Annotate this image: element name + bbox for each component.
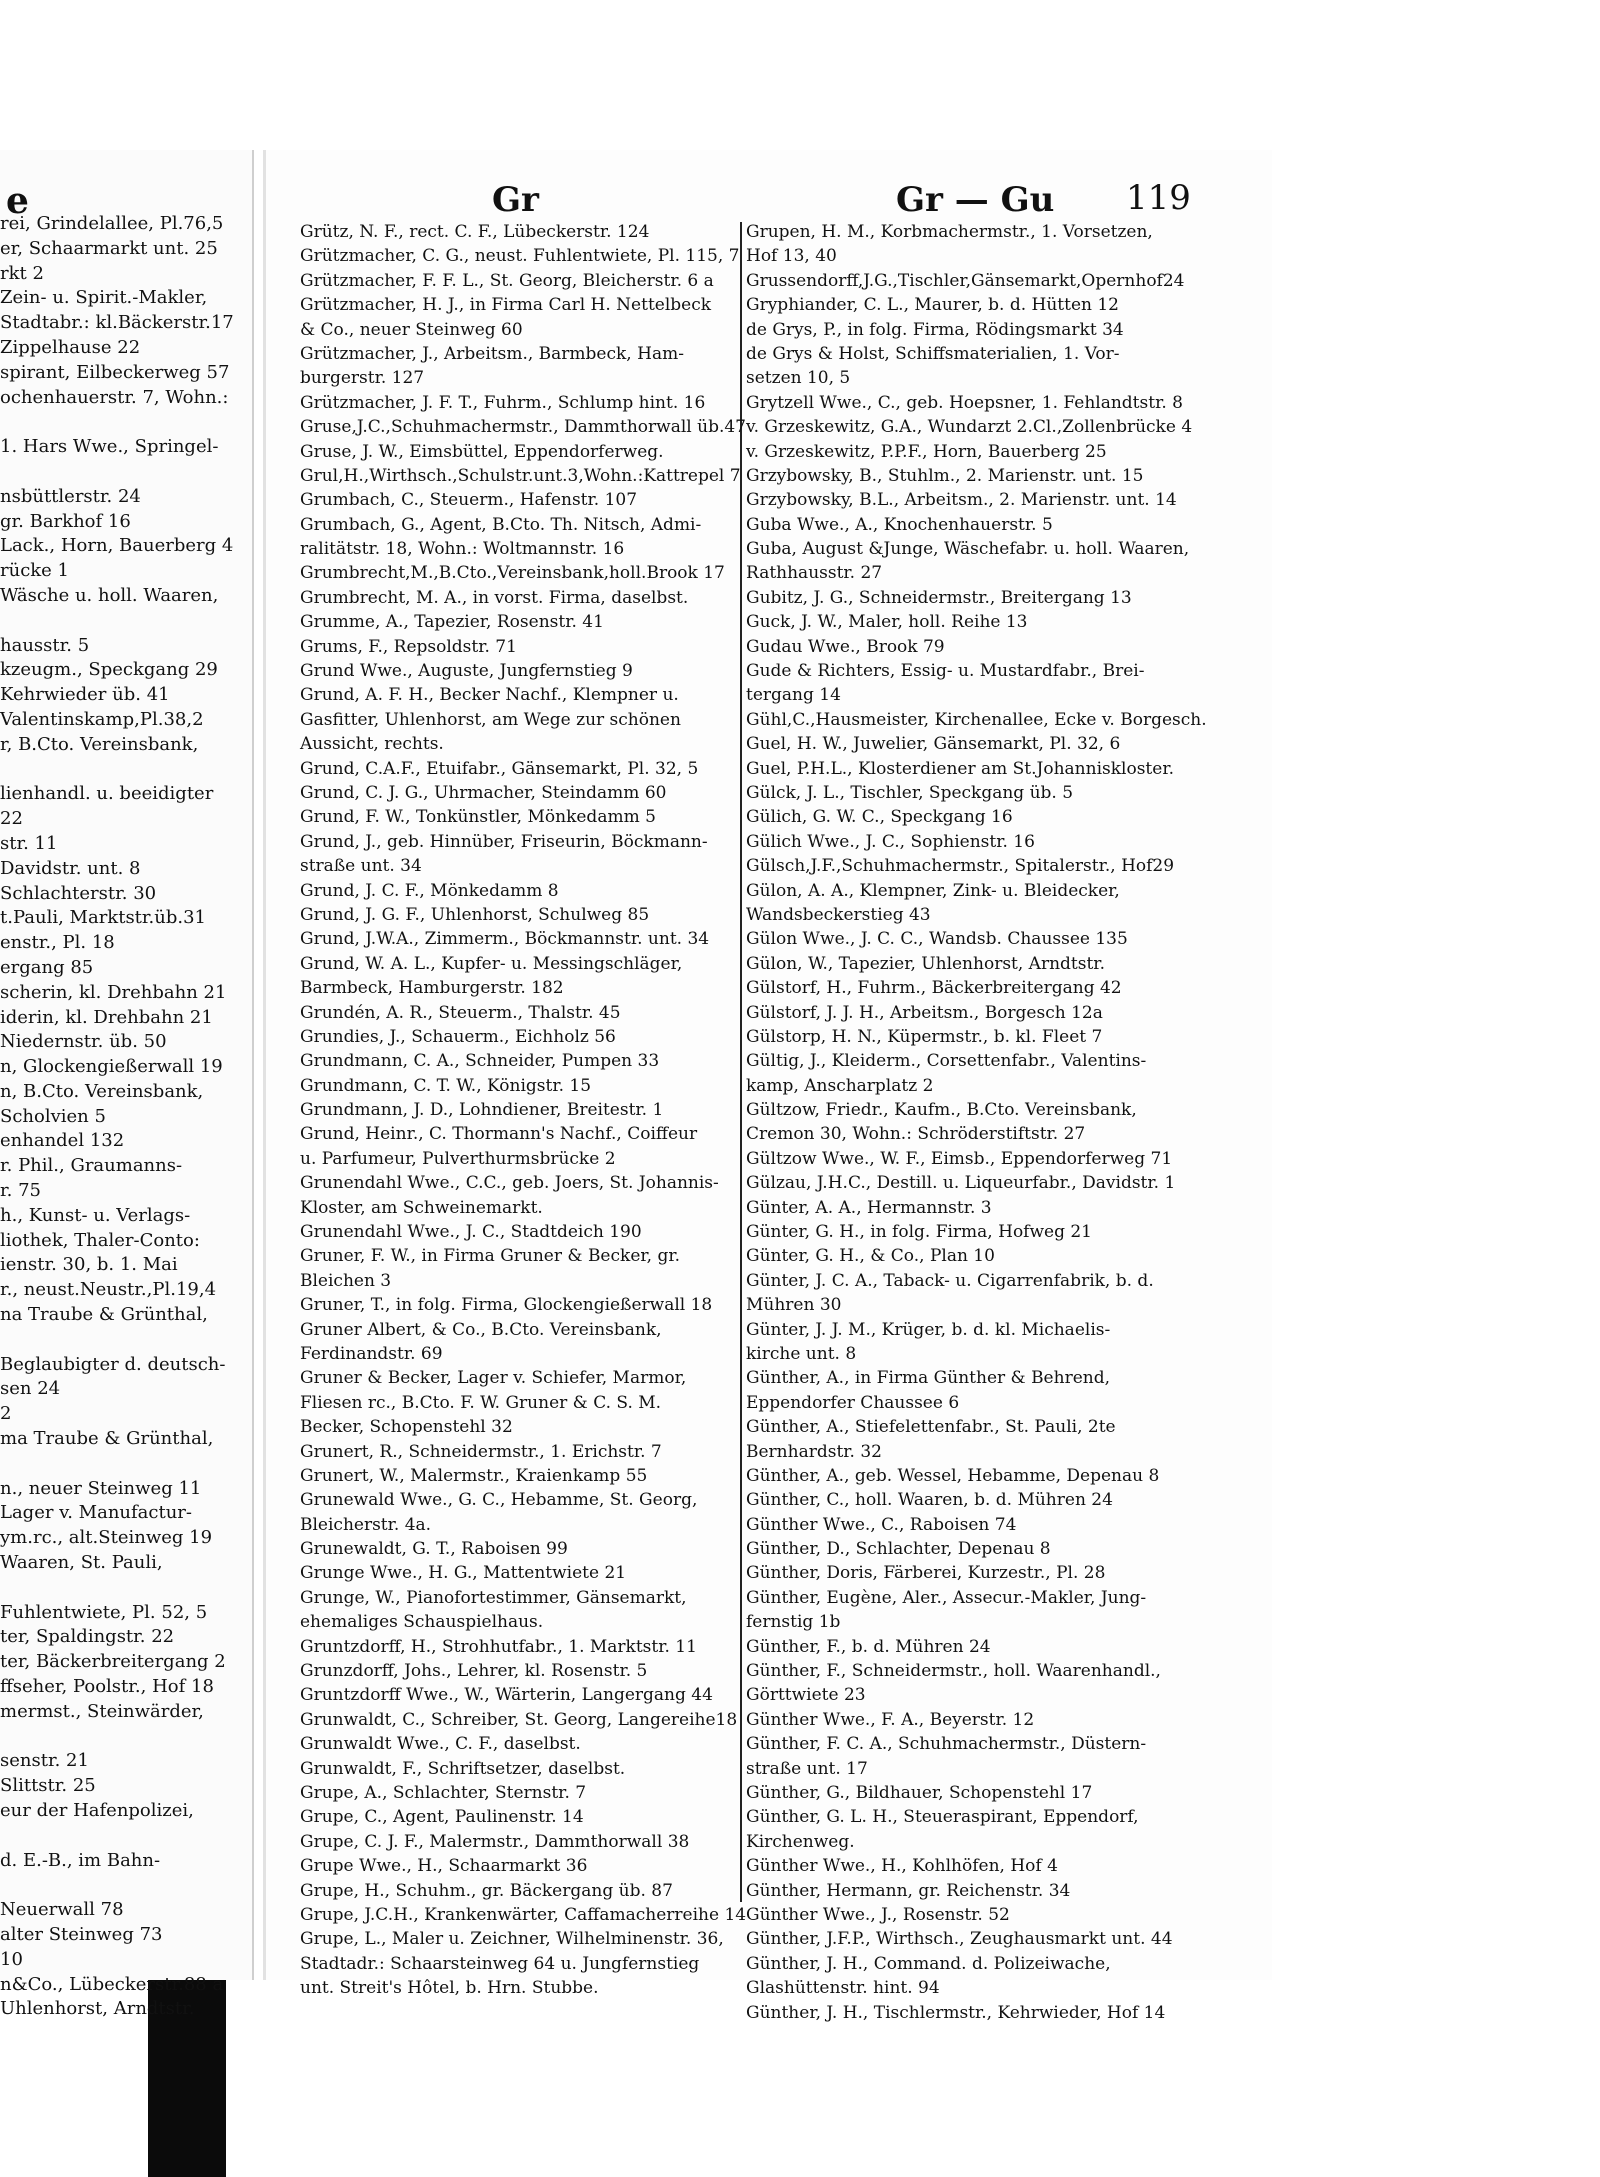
directory-entry-line: Stadtadr.: Schaarsteinweg 64 u. Jungfernstieg [300, 1953, 700, 1974]
directory-entry-line: Gruner, F. W., in Firma Gruner & Becker, gr. [300, 1246, 680, 1267]
directory-entry-line: Günter, G. H., in folg. Firma, Hofweg 21 [746, 1222, 1093, 1243]
directory-entry-line: Gruse, J. W., Eimsbüttel, Eppendorferweg. [300, 441, 664, 462]
directory-entry-line: Gubitz, J. G., Schneidermstr., Breitergang 13 [746, 587, 1132, 608]
directory-entry-line: Grupe, J.C.H., Krankenwärter, Caffamacherreihe 14 [300, 1904, 747, 1925]
directory-entry-line: Kirchenweg. [746, 1831, 855, 1852]
directory-entry-line: Gruntzdorff, H., Strohhutfabr., 1. Marktstr. 11 [300, 1636, 697, 1657]
directory-entry-line: setzen 10, 5 [746, 368, 851, 389]
directory-entry-line: Grunewaldt, G. T., Raboisen 99 [300, 1539, 568, 1560]
left-page-line: n, Glockengießerwall 19 [0, 1056, 223, 1078]
directory-entry-line: Grund, C. J. G., Uhrmacher, Steindamm 60 [300, 782, 667, 803]
left-page-line: rücke 1 [0, 560, 70, 582]
directory-entry-line: Gültzow Wwe., W. F., Eimsb., Eppendorferweg 71 [746, 1148, 1173, 1169]
directory-entry-line: Gülck, J. L., Tischler, Speckgang üb. 5 [746, 782, 1074, 803]
directory-entry-line: Grunwaldt, C., Schreiber, St. Georg, Langereihe18 [300, 1709, 738, 1730]
directory-entry-line: Bleichen 3 [300, 1270, 392, 1291]
left-page-line: liothek, Thaler-Conto: [0, 1229, 200, 1251]
directory-entry-line: Grützmacher, J., Arbeitsm., Barmbeck, Ham- [300, 343, 684, 364]
page-header-left: Gr [492, 180, 539, 220]
directory-entry-line: Bleicherstr. 4a. [300, 1514, 432, 1535]
left-column [300, 220, 788, 2001]
directory-entry-line: Gülstorf, J. J. H., Arbeitsm., Borgesch 12a [746, 1002, 1103, 1023]
left-page-line: Lager v. Manufactur- [0, 1502, 192, 1524]
directory-entry-line: Günther, G., Bildhauer, Schopenstehl 17 [746, 1783, 1093, 1803]
left-page-line: n, B.Cto. Vereinsbank, [0, 1080, 204, 1102]
left-page-fragment [0, 150, 254, 2020]
directory-entry-line: Grunert, R., Schneidermstr., 1. Erichstr. 7 [300, 1441, 662, 1462]
left-page-line: gr. Barkhof 16 [0, 510, 131, 532]
directory-entry-line: Grums, F., Repsoldstr. 71 [300, 636, 517, 657]
left-page-line: kzeugm., Speckgang 29 [0, 659, 218, 681]
left-page-line: eur der Hafenpolizei, [0, 1800, 194, 1821]
directory-entry-line: de Grys, P., in folg. Firma, Rödingsmarkt 34 [746, 319, 1124, 340]
directory-entry-line: Grund, J.W.A., Zimmerm., Böckmannstr. unt. 34 [300, 929, 710, 950]
directory-entry-line: Mühren 30 [746, 1295, 842, 1316]
directory-entry-line: Gülsch,J.F.,Schuhmachermstr., Spitalerstr., Hof29 [746, 856, 1175, 877]
directory-entry-line: Gültzow, Friedr., Kaufm., B.Cto. Vereinsbank, [746, 1100, 1137, 1121]
directory-entry-line: Hof 13, 40 [746, 246, 837, 267]
directory-entry-line: Grützmacher, C. G., neust. Fuhlentwiete, Pl. 115, 7 [300, 246, 740, 267]
left-page-line: hausstr. 5 [0, 634, 90, 656]
directory-entry-line: Gülich Wwe., J. C., Sophienstr. 16 [746, 831, 1035, 852]
left-page-line [0, 460, 252, 485]
left-page-line: t.Pauli, Marktstr.üb.31 [0, 907, 207, 929]
directory-entry-line: Aussicht, rechts. [300, 734, 444, 755]
directory-entry-line: Gühl,C.,Hausmeister, Kirchenallee, Ecke v. Borgesch. [746, 709, 1207, 730]
directory-entry-line: Gruse,J.C.,Schuhmachermstr., Dammthorwall üb.47 [300, 417, 747, 438]
directory-entry-line: Günther, A., geb. Wessel, Hebamme, Depenau 8 [746, 1465, 1160, 1486]
left-page-line: ym.rc., alt.Steinweg 19 [0, 1527, 213, 1549]
left-page-line [0, 758, 252, 783]
directory-entry-line: Gülstorp, H. N., Küpermstr., b. kl. Fleet 7 [746, 1026, 1103, 1047]
directory-entry-line: Grützmacher, H. J., in Firma Carl H. Nettelbeck [300, 295, 712, 316]
left-page-line: senstr. 21 [0, 1750, 89, 1772]
left-page-line: d. E.-B., im Bahn- [0, 1849, 161, 1871]
directory-page [266, 150, 1272, 2023]
left-page-line: n&Co., Lübeckerstr.88 a [0, 1973, 224, 1995]
directory-entry-line: Grupe, C., Agent, Paulinenstr. 14 [300, 1807, 584, 1828]
directory-entry-line: Grytzell Wwe., C., geb. Hoepsner, 1. Fehlandtstr. 8 [746, 392, 1183, 413]
left-page-line: Stadtabr.: kl.Bäckerstr.17 [0, 312, 234, 334]
directory-entry-line: Günther, Eugène, Aler., Assecur.-Makler, Jung- [746, 1587, 1147, 1608]
directory-entry-line: straße unt. 17 [746, 1758, 868, 1779]
directory-entry-line: Grumbach, G., Agent, B.Cto. Th. Nitsch, Admi- [300, 514, 702, 535]
directory-entry-line: Gude & Richters, Essig- u. Mustardfabr., Brei- [746, 661, 1145, 682]
directory-entry-line: Günther, A., Stiefelettenfabr., St. Pauli, 2te [746, 1417, 1116, 1438]
directory-entry-line: Ferdinandstr. 69 [300, 1343, 443, 1364]
directory-entry-line: Grund, A. F. H., Becker Nachf., Klempner u. [300, 685, 679, 706]
directory-entry-line: Gülzau, J.H.C., Destill. u. Liqueurfabr., Davidstr. 1 [746, 1173, 1176, 1194]
directory-entry-line: Gültig, J., Kleiderm., Corsettenfabr., Valentins- [746, 1051, 1147, 1072]
directory-entry-line: Görttwiete 23 [746, 1685, 866, 1706]
directory-entry-line: Grütz, N. F., rect. C. F., Lübeckerstr. 124 [300, 222, 650, 242]
directory-entry-line: de Grys & Holst, Schiffsmaterialien, 1. Vor- [746, 343, 1120, 364]
directory-entry-line: Günther, F., b. d. Mühren 24 [746, 1636, 991, 1657]
left-page-line [0, 1824, 252, 1849]
directory-entry-line: Grumme, A., Tapezier, Rosenstr. 41 [300, 612, 604, 633]
directory-entry-line: Günther Wwe., H., Kohlhöfen, Hof 4 [746, 1856, 1058, 1877]
directory-entry-line: Gülstorf, H., Fuhrm., Bäckerbreitergang 42 [746, 978, 1122, 999]
directory-entry-line: Günther Wwe., J., Rosenstr. 52 [746, 1904, 1010, 1925]
directory-entry-line: Grupen, H. M., Korbmachermstr., 1. Vorsetzen, [746, 222, 1153, 242]
left-page-line: Slittstr. 25 [0, 1775, 96, 1797]
left-page-line: er, Schaarmarkt unt. 25 [0, 237, 218, 259]
left-page-line [0, 410, 252, 435]
directory-entry-line: Grund, J., geb. Hinnüber, Friseurin, Böckmann- [300, 831, 708, 852]
left-page-line: Valentinskamp,Pl.38,2 [0, 708, 204, 730]
directory-entry-line: Grunwaldt Wwe., C. F., daselbst. [300, 1734, 581, 1755]
directory-entry-line: Gruner & Becker, Lager v. Schiefer, Marmor, [300, 1368, 687, 1389]
directory-entry-line: Grussendorff,J.G.,Tischler,Gänsemarkt,Opernhof24 [746, 270, 1185, 291]
directory-entry-line: straße unt. 34 [300, 856, 422, 877]
directory-entry-line: Günter, J. J. M., Krüger, b. d. kl. Michaelis- [746, 1319, 1111, 1340]
directory-entry-line: Grupe, L., Maler u. Zeichner, Wilhelminenstr. 36, [300, 1929, 724, 1950]
directory-entry-line: Grupe Wwe., H., Schaarmarkt 36 [300, 1856, 588, 1877]
directory-entry-line: Grunge Wwe., H. G., Mattentwiete 21 [300, 1563, 627, 1584]
left-page-line [0, 1725, 252, 1750]
directory-entry-line: burgerstr. 127 [300, 368, 425, 389]
directory-entry-line: Grupe, H., Schuhm., gr. Bäckergang üb. 87 [300, 1880, 673, 1901]
directory-entry-line: Grunewald Wwe., G. C., Hebamme, St. Georg, [300, 1490, 698, 1511]
directory-entry-line: Günther, J. H., Tischlermstr., Kehrwieder, Hof 14 [746, 2002, 1166, 2023]
left-page-line: ffseher, Poolstr., Hof 18 [0, 1676, 214, 1698]
left-page-line: rei, Grindelallee, Pl.76,5 [0, 213, 224, 234]
left-page-line: Lack., Horn, Bauerberg 4 [0, 535, 234, 557]
directory-entry-line: Günther, C., holl. Waaren, b. d. Mühren 24 [746, 1490, 1113, 1511]
directory-entry-line: Gruner Albert, & Co., B.Cto. Vereinsbank, [300, 1319, 662, 1340]
directory-entry-line: Rathhausstr. 27 [746, 563, 883, 584]
directory-entry-line: Guel, H. W., Juwelier, Gänsemarkt, Pl. 32, 6 [746, 734, 1121, 755]
page-number: 119 [1126, 178, 1191, 218]
directory-entry-line: Grundmann, C. T. W., Königstr. 15 [300, 1075, 592, 1096]
left-page-line: spirant, Eilbeckerweg 57 [0, 361, 230, 383]
directory-entry-line: Grund, J. C. F., Mönkedamm 8 [300, 880, 559, 901]
directory-entry-line: Gryphiander, C. L., Maurer, b. d. Hütten 12 [746, 295, 1119, 316]
page-header-range: Gr — Gu [896, 180, 1055, 220]
left-page-line: sen 24 [0, 1378, 61, 1400]
directory-entry-line: Gasfitter, Uhlenhorst, am Wege zur schönen [300, 709, 681, 730]
directory-entry-line: Gülon, A. A., Klempner, Zink- u. Bleidecker, [746, 880, 1120, 901]
directory-entry-line: Günther, F., Schneidermstr., holl. Waarenhandl., [746, 1661, 1161, 1682]
left-page-line: Beglaubigter d. deutsch- [0, 1353, 226, 1375]
directory-entry-line: Grundmann, C. A., Schneider, Pumpen 33 [300, 1051, 660, 1072]
directory-entry-line: Gudau Wwe., Brook 79 [746, 636, 945, 657]
left-page-line: mermst., Steinwärder, [0, 1700, 204, 1722]
left-page-line: r. Phil., Graumanns- [0, 1155, 183, 1177]
directory-entry-line: Grützmacher, J. F. T., Fuhrm., Schlump hint. 16 [300, 392, 706, 413]
directory-entry-line: Gruner, T., in folg. Firma, Glockengießerwall 18 [300, 1295, 713, 1316]
directory-entry-line: Guba, August &Junge, Wäschefabr. u. holl. Waaren, [746, 539, 1190, 560]
directory-entry-line: Wandsbeckerstieg 43 [746, 904, 931, 925]
directory-entry-line: Cremon 30, Wohn.: Schröderstiftstr. 27 [746, 1124, 1086, 1145]
left-page-line: nsbüttlerstr. 24 [0, 485, 141, 507]
directory-entry-line: Grupe, C. J. F., Malermstr., Dammthorwall 38 [300, 1831, 690, 1852]
left-page-line: Neuerwall 78 [0, 1899, 124, 1921]
left-page-line: na Traube & Grünthal, [0, 1304, 208, 1326]
directory-entry-line: u. Parfumeur, Pulverthurmsbrücke 2 [300, 1148, 616, 1169]
left-page-line: alter Steinweg 73 [0, 1923, 163, 1945]
directory-entry-line: Günther Wwe., F. A., Beyerstr. 12 [746, 1709, 1035, 1730]
left-page-line: Fuhlentwiete, Pl. 52, 5 [0, 1601, 208, 1623]
directory-entry-line: Grumbach, C., Steuerm., Hafenstr. 107 [300, 490, 638, 511]
left-page-line: Waaren, St. Pauli, [0, 1552, 163, 1574]
left-page-line [0, 1576, 252, 1601]
left-page-line: 1. Hars Wwe., Springel- [0, 436, 219, 458]
directory-entry-line: ehemaliges Schauspielhaus. [300, 1612, 544, 1633]
directory-entry-line: Grundén, A. R., Steuerm., Thalstr. 45 [300, 1002, 621, 1023]
left-page-line: Kehrwieder üb. 41 [0, 684, 170, 706]
directory-entry-line: Günter, G. H., & Co., Plan 10 [746, 1246, 995, 1267]
left-page-line: iderin, kl. Drehbahn 21 [0, 1006, 213, 1028]
left-page-line: h., Kunst- u. Verlags- [0, 1204, 191, 1226]
left-page-line: Niedernstr. üb. 50 [0, 1031, 167, 1053]
directory-entry-line: Kloster, am Schweinemarkt. [300, 1197, 543, 1218]
directory-entry-line: Grzybowsky, B.L., Arbeitsm., 2. Marienstr. unt. 14 [746, 490, 1177, 511]
left-page-line: ter, Spaldingstr. 22 [0, 1626, 175, 1648]
left-page-line: r, B.Cto. Vereinsbank, [0, 733, 199, 755]
directory-entry-line: Günther, J.F.P., Wirthsch., Zeughausmarkt unt. 44 [746, 1929, 1173, 1950]
directory-entry-line: Guba Wwe., A., Knochenhauerstr. 5 [746, 514, 1053, 535]
left-page-line: 22 [0, 808, 23, 830]
directory-entry-line: v. Grzeskewitz, G.A., Wundarzt 2.Cl.,Zollenbrücke 4 [746, 417, 1193, 438]
directory-entry-line: Gruntzdorff Wwe., W., Wärterin, Langergang 44 [300, 1685, 713, 1706]
directory-entry-line: Grund, Heinr., C. Thormann's Nachf., Coiffeur [300, 1124, 698, 1145]
directory-entry-line: Becker, Schopenstehl 32 [300, 1417, 513, 1438]
directory-entry-line: Grundmann, J. D., Lohndiener, Breitestr. 1 [300, 1100, 664, 1121]
directory-entry-line: Günther, D., Schlachter, Depenau 8 [746, 1539, 1051, 1560]
left-page-line: Scholvien 5 [0, 1105, 106, 1127]
directory-entry-line: ralitätstr. 18, Wohn.: Woltmannstr. 16 [300, 539, 625, 560]
directory-entry-line: Grupe, A., Schlachter, Sternstr. 7 [300, 1783, 587, 1803]
left-page-text [0, 212, 252, 2022]
left-page-line: ma Traube & Grünthal, [0, 1428, 214, 1450]
directory-entry-line: Bernhardstr. 32 [746, 1441, 882, 1462]
directory-entry-line: Grund, F. W., Tonkünstler, Mönkedamm 5 [300, 807, 656, 828]
left-page-line: Wäsche u. holl. Waaren, [0, 584, 219, 606]
left-page-line: ter, Bäckerbreitergang 2 [0, 1651, 226, 1673]
left-page-line: r., neust.Neustr.,Pl.19,4 [0, 1279, 217, 1301]
directory-entry-line: kamp, Anscharplatz 2 [746, 1075, 934, 1096]
left-page-line: 10 [0, 1948, 23, 1970]
directory-entry-line: Gülon, W., Tapezier, Uhlenhorst, Arndtstr. [746, 953, 1105, 974]
left-page-line: r. 75 [0, 1180, 41, 1202]
directory-entry-line: Günter, J. C. A., Taback- u. Cigarrenfabrik, b. d. [746, 1270, 1154, 1291]
left-page-line: scherin, kl. Drehbahn 21 [0, 981, 227, 1003]
directory-entry-line: Grunwaldt, F., Schriftsetzer, daselbst. [300, 1758, 626, 1779]
directory-entry-line: Glashüttenstr. hint. 94 [746, 1978, 940, 1999]
directory-entry-line: & Co., neuer Steinweg 60 [300, 319, 523, 340]
left-page-line [0, 609, 252, 634]
directory-entry-line: Grund, W. A. L., Kupfer- u. Messingschläger, [300, 953, 683, 974]
directory-entry-line: Günter, A. A., Hermannstr. 3 [746, 1197, 992, 1218]
directory-entry-line: Grützmacher, F. F. L., St. Georg, Bleicherstr. 6 a [300, 270, 714, 291]
directory-entry-line: Grundies, J., Schauerm., Eichholz 56 [300, 1026, 616, 1047]
left-page-line: ienstr. 30, b. 1. Mai [0, 1254, 178, 1276]
directory-entry-line: Eppendorfer Chaussee 6 [746, 1392, 960, 1413]
right-column [746, 220, 1266, 2025]
left-page-header: e [6, 180, 29, 222]
directory-entry-line: Günther, G. L. H., Steueraspirant, Eppendorf, [746, 1807, 1139, 1828]
left-page-line: ochenhauerstr. 7, Wohn.: [0, 386, 229, 408]
directory-entry-line: Guel, P.H.L., Klosterdiener am St.Johanniskloster. [746, 758, 1174, 779]
directory-entry-line: fernstig 1b [746, 1612, 841, 1633]
directory-entry-line: Günther, J. H., Command. d. Polizeiwache, [746, 1953, 1111, 1974]
directory-entry-line: Grzybowsky, B., Stuhlm., 2. Marienstr. unt. 15 [746, 465, 1144, 486]
left-page-line [0, 1873, 252, 1898]
directory-entry-line: Fliesen rc., B.Cto. F. W. Gruner & C. S. M. [300, 1392, 662, 1413]
left-page-line: Zein- u. Spirit.-Makler, [0, 287, 208, 309]
left-page-line: rkt 2 [0, 262, 44, 284]
directory-entry-line: Grul,H.,Wirthsch.,Schulstr.unt.3,Wohn.:Kattrepel 7 [300, 465, 741, 486]
left-page-line [0, 1328, 252, 1353]
left-page-line: Schlachterstr. 30 [0, 882, 157, 904]
left-page-line: n., neuer Steinweg 11 [0, 1477, 202, 1499]
directory-entry-line: Grund, C.A.F., Etuifabr., Gänsemarkt, Pl. 32, 5 [300, 758, 699, 779]
directory-entry-line: Grunert, W., Malermstr., Kraienkamp 55 [300, 1465, 648, 1486]
directory-entry-line: Günther, Doris, Färberei, Kurzestr., Pl. 28 [746, 1563, 1106, 1584]
left-page-line: Uhlenhorst, Arndtstr. [0, 1998, 195, 2020]
directory-entry-line: Grumbrecht, M. A., in vorst. Firma, daselbst. [300, 587, 689, 608]
directory-entry-line: Günther, Hermann, gr. Reichenstr. 34 [746, 1880, 1071, 1901]
left-page-line: str. 11 [0, 832, 58, 854]
directory-entry-line: Grund, J. G. F., Uhlenhorst, Schulweg 85 [300, 904, 650, 925]
directory-entry-line: tergang 14 [746, 685, 841, 706]
directory-entry-line: Grunendahl Wwe., C.C., geb. Joers, St. Johannis- [300, 1173, 719, 1194]
directory-entry-line: Gülich, G. W. C., Speckgang 16 [746, 807, 1013, 828]
directory-entry-line: Grund Wwe., Auguste, Jungfernstieg 9 [300, 661, 633, 682]
directory-entry-line: Günther Wwe., C., Raboisen 74 [746, 1514, 1017, 1535]
directory-entry-line: Gülon Wwe., J. C. C., Wandsb. Chaussee 135 [746, 929, 1128, 950]
directory-entry-line: Grunge, W., Pianofortestimmer, Gänsemarkt, [300, 1587, 687, 1608]
directory-entry-line: unt. Streit's Hôtel, b. Hrn. Stubbe. [300, 1978, 599, 1999]
directory-entry-line: v. Grzeskewitz, P.P.F., Horn, Bauerberg 25 [746, 441, 1107, 462]
directory-entry-line: Barmbeck, Hamburgerstr. 182 [300, 978, 564, 999]
directory-entry-line: Günther, A., in Firma Günther & Behrend, [746, 1368, 1110, 1389]
left-page-line: enhandel 132 [0, 1130, 125, 1152]
left-page-line: ergang 85 [0, 956, 94, 978]
directory-entry-line: Grumbrecht,M.,B.Cto.,Vereinsbank,holl.Brook 17 [300, 563, 725, 584]
left-page-line [0, 1452, 252, 1477]
left-page-line: 2 [0, 1403, 12, 1425]
left-page-line: Zippelhause 22 [0, 336, 141, 358]
left-page-line: Davidstr. unt. 8 [0, 857, 141, 879]
left-page-line: enstr., Pl. 18 [0, 932, 115, 954]
directory-entry-line: kirche unt. 8 [746, 1343, 857, 1364]
directory-entry-line: Grunzdorff, Johs., Lehrer, kl. Rosenstr. 5 [300, 1661, 648, 1682]
left-page-line: lienhandl. u. beeidigter [0, 783, 214, 805]
directory-entry-line: Günther, F. C. A., Schuhmachermstr., Düstern- [746, 1734, 1147, 1755]
directory-entry-line: Guck, J. W., Maler, holl. Reihe 13 [746, 612, 1028, 633]
directory-entry-line: Grunendahl Wwe., J. C., Stadtdeich 190 [300, 1222, 642, 1243]
